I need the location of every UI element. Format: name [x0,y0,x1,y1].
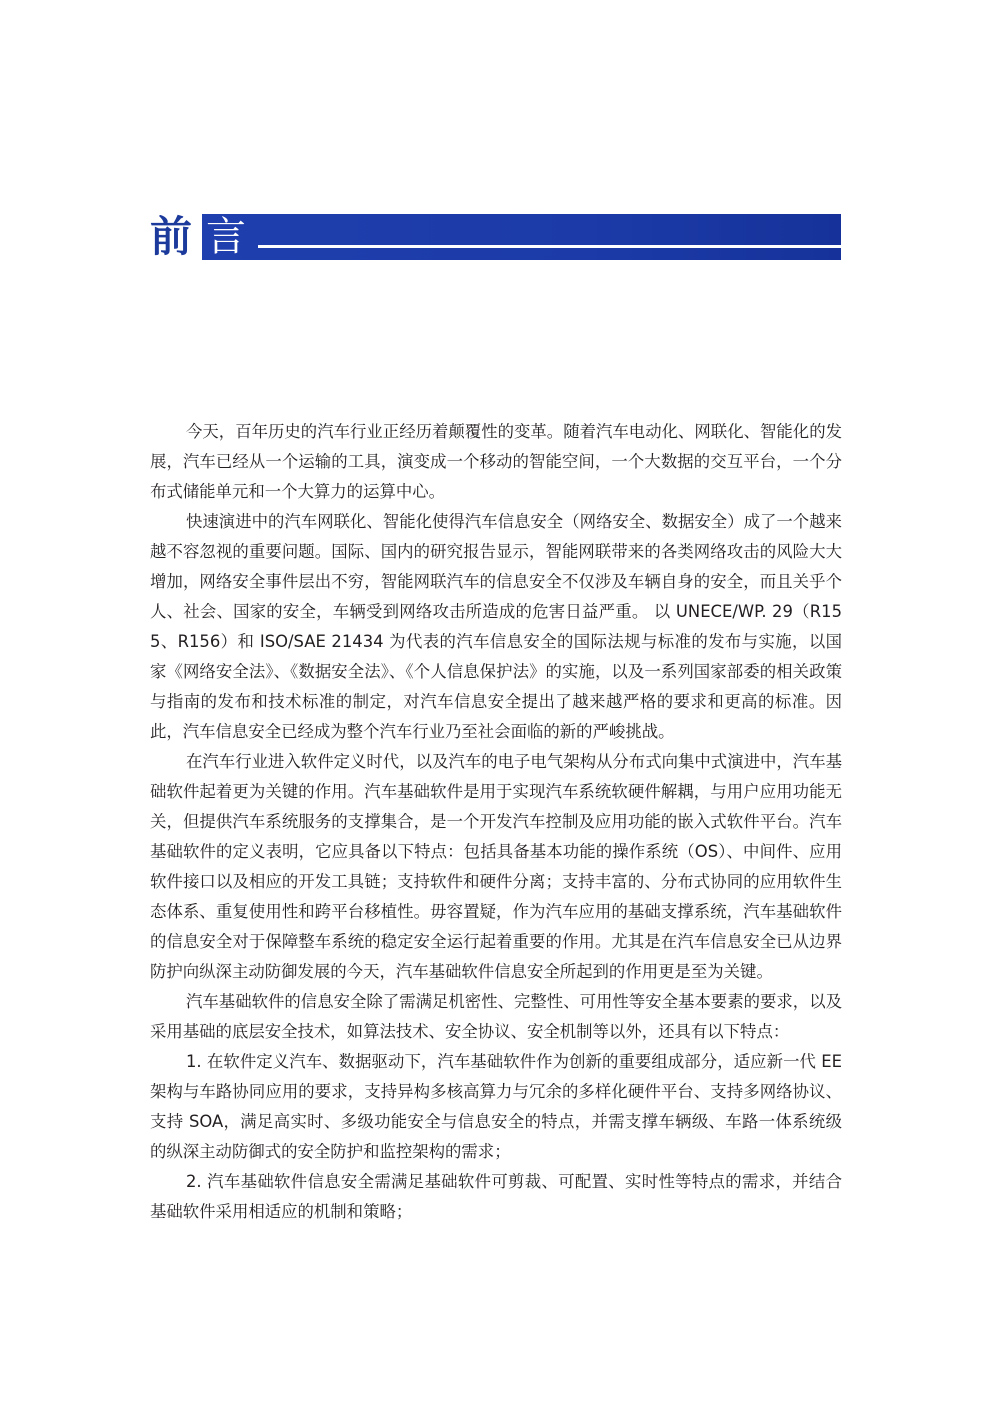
title-banner [202,214,841,260]
body-text [150,417,842,1227]
paragraph-1: 今天，百年历史的汽车行业正经历着颠覆性的变革。随着汽车电动化、网联化、智能化的发展，汽车已经从一个运输的工具，演变成一个移动的智能空间，一个大数据的交互平台，一个分布式储能单元和一个大算力的运算中心。 [150,422,842,501]
list-item-2: 2. 汽车基础软件信息安全需满足基础软件可剪裁、可配置、实时性等特点的需求，并结合基础软件采用相适应的机制和策略； [150,1172,842,1221]
section-header [150,214,841,260]
paragraph-4: 汽车基础软件的信息安全除了需满足机密性、完整性、可用性等安全基本要素的要求，以及采用基础的底层安全技术，如算法技术、安全协议、安全机制等以外，还具有以下特点： [150,992,842,1041]
title-second-char: 言 [206,214,246,260]
paragraph-2: 快速演进中的汽车网联化、智能化使得汽车信息安全（网络安全、数据安全）成了一个越来越不容忽视的重要问题。国际、国内的研究报告显示，智能网联带来的各类网络攻击的风险大大增加，网络安全事件层出不穷，智能网联汽车的信息安全不仅涉及车辆自身的安全，而且关乎个人、社会、国家的安全，车辆受到网络攻击所造成的危害日益严重。 以 UNECE/WP. 29（R155、R156）和 ISO/SAE 21434 为代表的汽车信息安全的国际法规与标准的发布与实施，以国家《网络安全法》、《数据安全法》、《个人信息保护法》的实施，以及一系列国家部委的相关政策与指南的发布和技术标准的制定，对汽车信息安全提出了越来越严格的要求和更高的标准。因此，汽车信息安全已经成为整个汽车行业乃至社会面临的新的严峻挑战。 [150,512,842,741]
paragraph-3: 在汽车行业进入软件定义时代，以及汽车的电子电气架构从分布式向集中式演进中，汽车基础软件起着更为关键的作用。汽车基础软件是用于实现汽车系统软硬件解耦，与用户应用功能无关，但提供汽车系统服务的支撑集合，是一个开发汽车控制及应用功能的嵌入式软件平台。汽车基础软件的定义表明，它应具备以下特点：包括具备基本功能的操作系统（OS）、中间件、应用软件接口以及相应的开发工具链；支持软件和硬件分离；支持丰富的、分布式协同的应用软件生态体系、重复使用性和跨平台移植性。毋容置疑，作为汽车应用的基础支撑系统，汽车基础软件的信息安全对于保障整车系统的稳定安全运行起着重要的作用。尤其是在汽车信息安全已从边界防护向纵深主动防御发展的今天，汽车基础软件信息安全所起到的作用更是至为关键。 [150,752,842,981]
list-item-1: 1. 在软件定义汽车、数据驱动下，汽车基础软件作为创新的重要组成部分，适应新一代 EE 架构与车路协同应用的要求，支持异构多核高算力与冗余的多样化硬件平台、支持多网络协议、支持 SOA，满足高实时、多级功能安全与信息安全的特点，并需支撑车辆级、车路一体系统级的纵深主动防御式的安全防护和监控架构的需求； [150,1052,842,1161]
title-rule-line [258,245,841,248]
title-first-char: 前 [150,212,193,261]
